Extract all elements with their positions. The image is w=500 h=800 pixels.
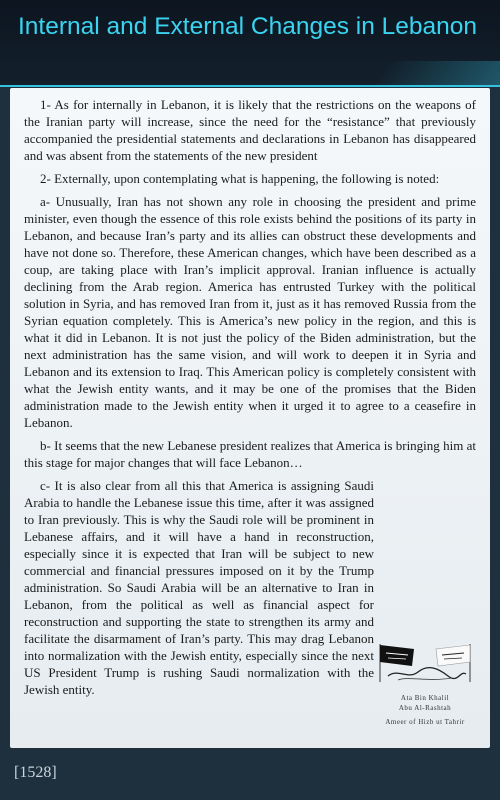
signature-name-line-1: Ata Bin Khalil (400, 694, 450, 702)
paragraph-b: b- It seems that the new Lebanese president realizes that America is bringing him at this stage for major changes that will face Lebanon… (24, 438, 476, 470)
header-accent-stripe (372, 61, 500, 87)
paragraph-a: a- Unusually, Iran has not shown any role in choosing the president and prime minister, even though the essence of this role exists behind the positions of its party in Lebanon, and because Iran’s party and its allies can obstruct these developments and have not done so. Therefore, these American changes, which have been described as a coup, are taking place with Iran’s implicit approval. Iranian influence is actually declining from the Arab region. America has entrusted Turkey with the political solution in Syria, and has removed Iran from it, just as it has removed Russia from the Syrian equation completely. This is America’s new policy in the region, and this is what it did in Lebanon. It is not just the policy of the Biden administration, but the next administration has the same vision, and will work to deepen it in Syria and Lebanon and its extension to Iraq. This American policy is completely consistent with what the Jewish entity wants, and it may be one of the promises that the Biden administration made to the Jewish entity when it urged it to agree to a ceasefire in Lebanon. (24, 194, 476, 430)
article-card (10, 88, 490, 748)
footer (0, 752, 500, 800)
page-number: [1528] (14, 764, 57, 781)
header-banner (0, 0, 500, 87)
page-title: Internal and External Changes in Lebanon (18, 13, 478, 40)
signature-role: Ameer of Hizb ut Tahrir (385, 718, 465, 726)
paragraph-c: c- It is also clear from all this that America is assigning Saudi Arabia to handle the Lebanese issue this time, after it was assigned to Iran previously. This is why the Saudi role will be prominent in Lebanese affairs, and it will have a hand in reconstruction, especially since it is expected that Iran will be subject to new commercial and financial pressures imposed on it by the Trump administration. So Saudi Arabia will be an alternative to Iran in Lebanon, from the political as well as financial aspect for reconstruction and supporting the state to strengthen its army and facilitate the disarmament of Iran’s party. This may drag Lebanon into normalization with the Jewish entity, especially since the next US President Trump is rushing Saudi normalization with the Jewish entity. (24, 478, 374, 697)
flags-emblem-icon (368, 640, 482, 684)
signature-block (368, 640, 482, 736)
paragraph-1: 1- As for internally in Lebanon, it is likely that the restrictions on the weapons of the Iranian party will increase, since the need for the “resistance” that previously accompanied the presidential statements and declarations in Lebanon has disappeared and was absent from the statements of the new president (24, 97, 476, 163)
paragraph-2: 2- Externally, upon contemplating what is happening, the following is noted: (40, 171, 440, 186)
article-body (24, 96, 476, 704)
signature-name-line-2: Abu Al-Rashtah (398, 704, 452, 712)
